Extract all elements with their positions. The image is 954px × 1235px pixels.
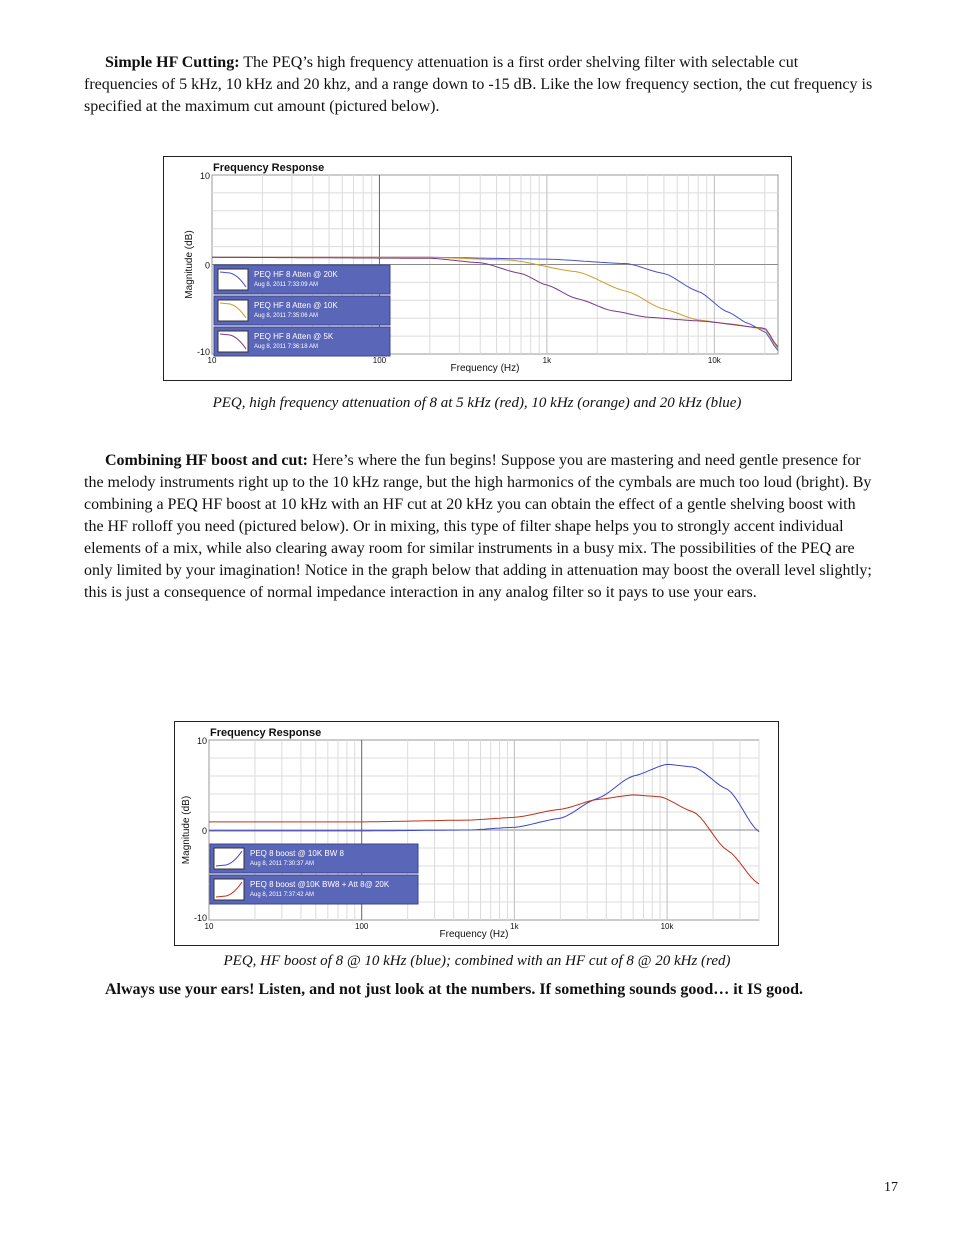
x-axis-label: Frequency (Hz)	[439, 929, 509, 940]
x-tick-label: 100	[355, 922, 369, 931]
figure-hf-attenuation-chart	[163, 156, 792, 381]
legend-label: PEQ 8 boost @10K BW8 + Att 8@ 20K	[250, 880, 390, 889]
legend-label: PEQ HF 8 Atten @ 20K	[254, 270, 338, 279]
y-tick-label: 0	[204, 260, 210, 271]
y-axis-label: Magnitude (dB)	[181, 795, 192, 865]
legend-label: PEQ HF 8 Atten @ 5K	[254, 332, 334, 341]
paragraph-combining-hf	[84, 450, 874, 604]
legend-label: PEQ 8 boost @ 10K BW 8	[250, 849, 344, 858]
x-axis-label: Frequency (Hz)	[450, 363, 520, 374]
paragraph-lead: Combining HF boost and cut:	[105, 452, 308, 469]
chart-title: Frequency Response	[213, 162, 325, 174]
x-tick-label: 10k	[660, 922, 674, 931]
y-tick-label: -10	[196, 347, 210, 357]
y-tick-label: 10	[199, 171, 210, 181]
figure-caption: PEQ, high frequency attenuation of 8 at 5 kHz (red), 10 kHz (orange) and 20 kHz (blue)	[212, 395, 742, 411]
legend-timestamp: Aug 8, 2011 7:37:42 AM	[250, 892, 314, 898]
x-tick-label: 100	[372, 356, 387, 365]
frequency-response-chart	[175, 722, 778, 945]
paragraph-body: Here’s where the fun begins! Suppose you are mastering and need gentle presence for the melody instruments right up to the 10 kHz range, but the high harmonics of the cymbals are much too loud (bright). By combining a PEQ HF boost at 10 kHz with an HF cut at 20 kHz you can obtain the effect of a gentle shelving boost with the HF rolloff you need (pictured below). Or in mixing, this type of filter shape helps you to strongly accent individual elements of a mix, while also clearing away room for similar instruments in a busy mix. The possibilities of the PEQ are only limited by your imagination! Notice in the graph below that adding in attenuation may boost the overall level slightly; this is just a consequence of normal impedance interaction in any analog filter so it pays to use your ears.	[84, 452, 872, 601]
x-tick-label: 1k	[510, 922, 519, 931]
legend-timestamp: Aug 8, 2011 7:30:37 AM	[250, 861, 314, 867]
x-tick-label: 10k	[707, 356, 721, 365]
x-tick-label: 1k	[542, 356, 552, 365]
legend-timestamp: Aug 8, 2011 7:36:18 AM	[254, 344, 318, 350]
figure-boost-cut-chart	[174, 721, 779, 946]
chart-title: Frequency Response	[210, 727, 322, 739]
y-axis-label: Magnitude (dB)	[184, 230, 195, 299]
x-tick-label: 10	[207, 356, 217, 365]
paragraph-body: The PEQ’s high frequency attenuation is a first order shelving filter with selectable cut frequencies of 5 kHz, 10 kHz and 20 khz, and a range down to -15 dB. Like the low frequency section, the cut frequency is specified at the maximum cut amount (pictured below).	[84, 54, 873, 115]
closing-statement: Always use your ears! Listen, and not just look at the numbers. If something sounds good… it IS good.	[105, 981, 804, 998]
page-number: 17	[884, 1180, 898, 1195]
frequency-response-chart	[164, 157, 791, 380]
paragraph-lead: Simple HF Cutting:	[105, 54, 240, 71]
paragraph-simple-hf-cutting	[84, 52, 874, 118]
x-tick-label: 10	[204, 922, 214, 931]
legend-timestamp: Aug 8, 2011 7:33:09 AM	[254, 282, 318, 288]
y-tick-label: 0	[201, 826, 207, 836]
legend-timestamp: Aug 8, 2011 7:35:06 AM	[254, 313, 318, 319]
y-tick-label: -10	[193, 913, 207, 923]
figure-caption: PEQ, HF boost of 8 @ 10 kHz (blue); combined with an HF cut of 8 @ 20 kHz (red)	[223, 953, 731, 969]
y-tick-label: 10	[196, 736, 207, 746]
legend-label: PEQ HF 8 Atten @ 10K	[254, 301, 338, 310]
